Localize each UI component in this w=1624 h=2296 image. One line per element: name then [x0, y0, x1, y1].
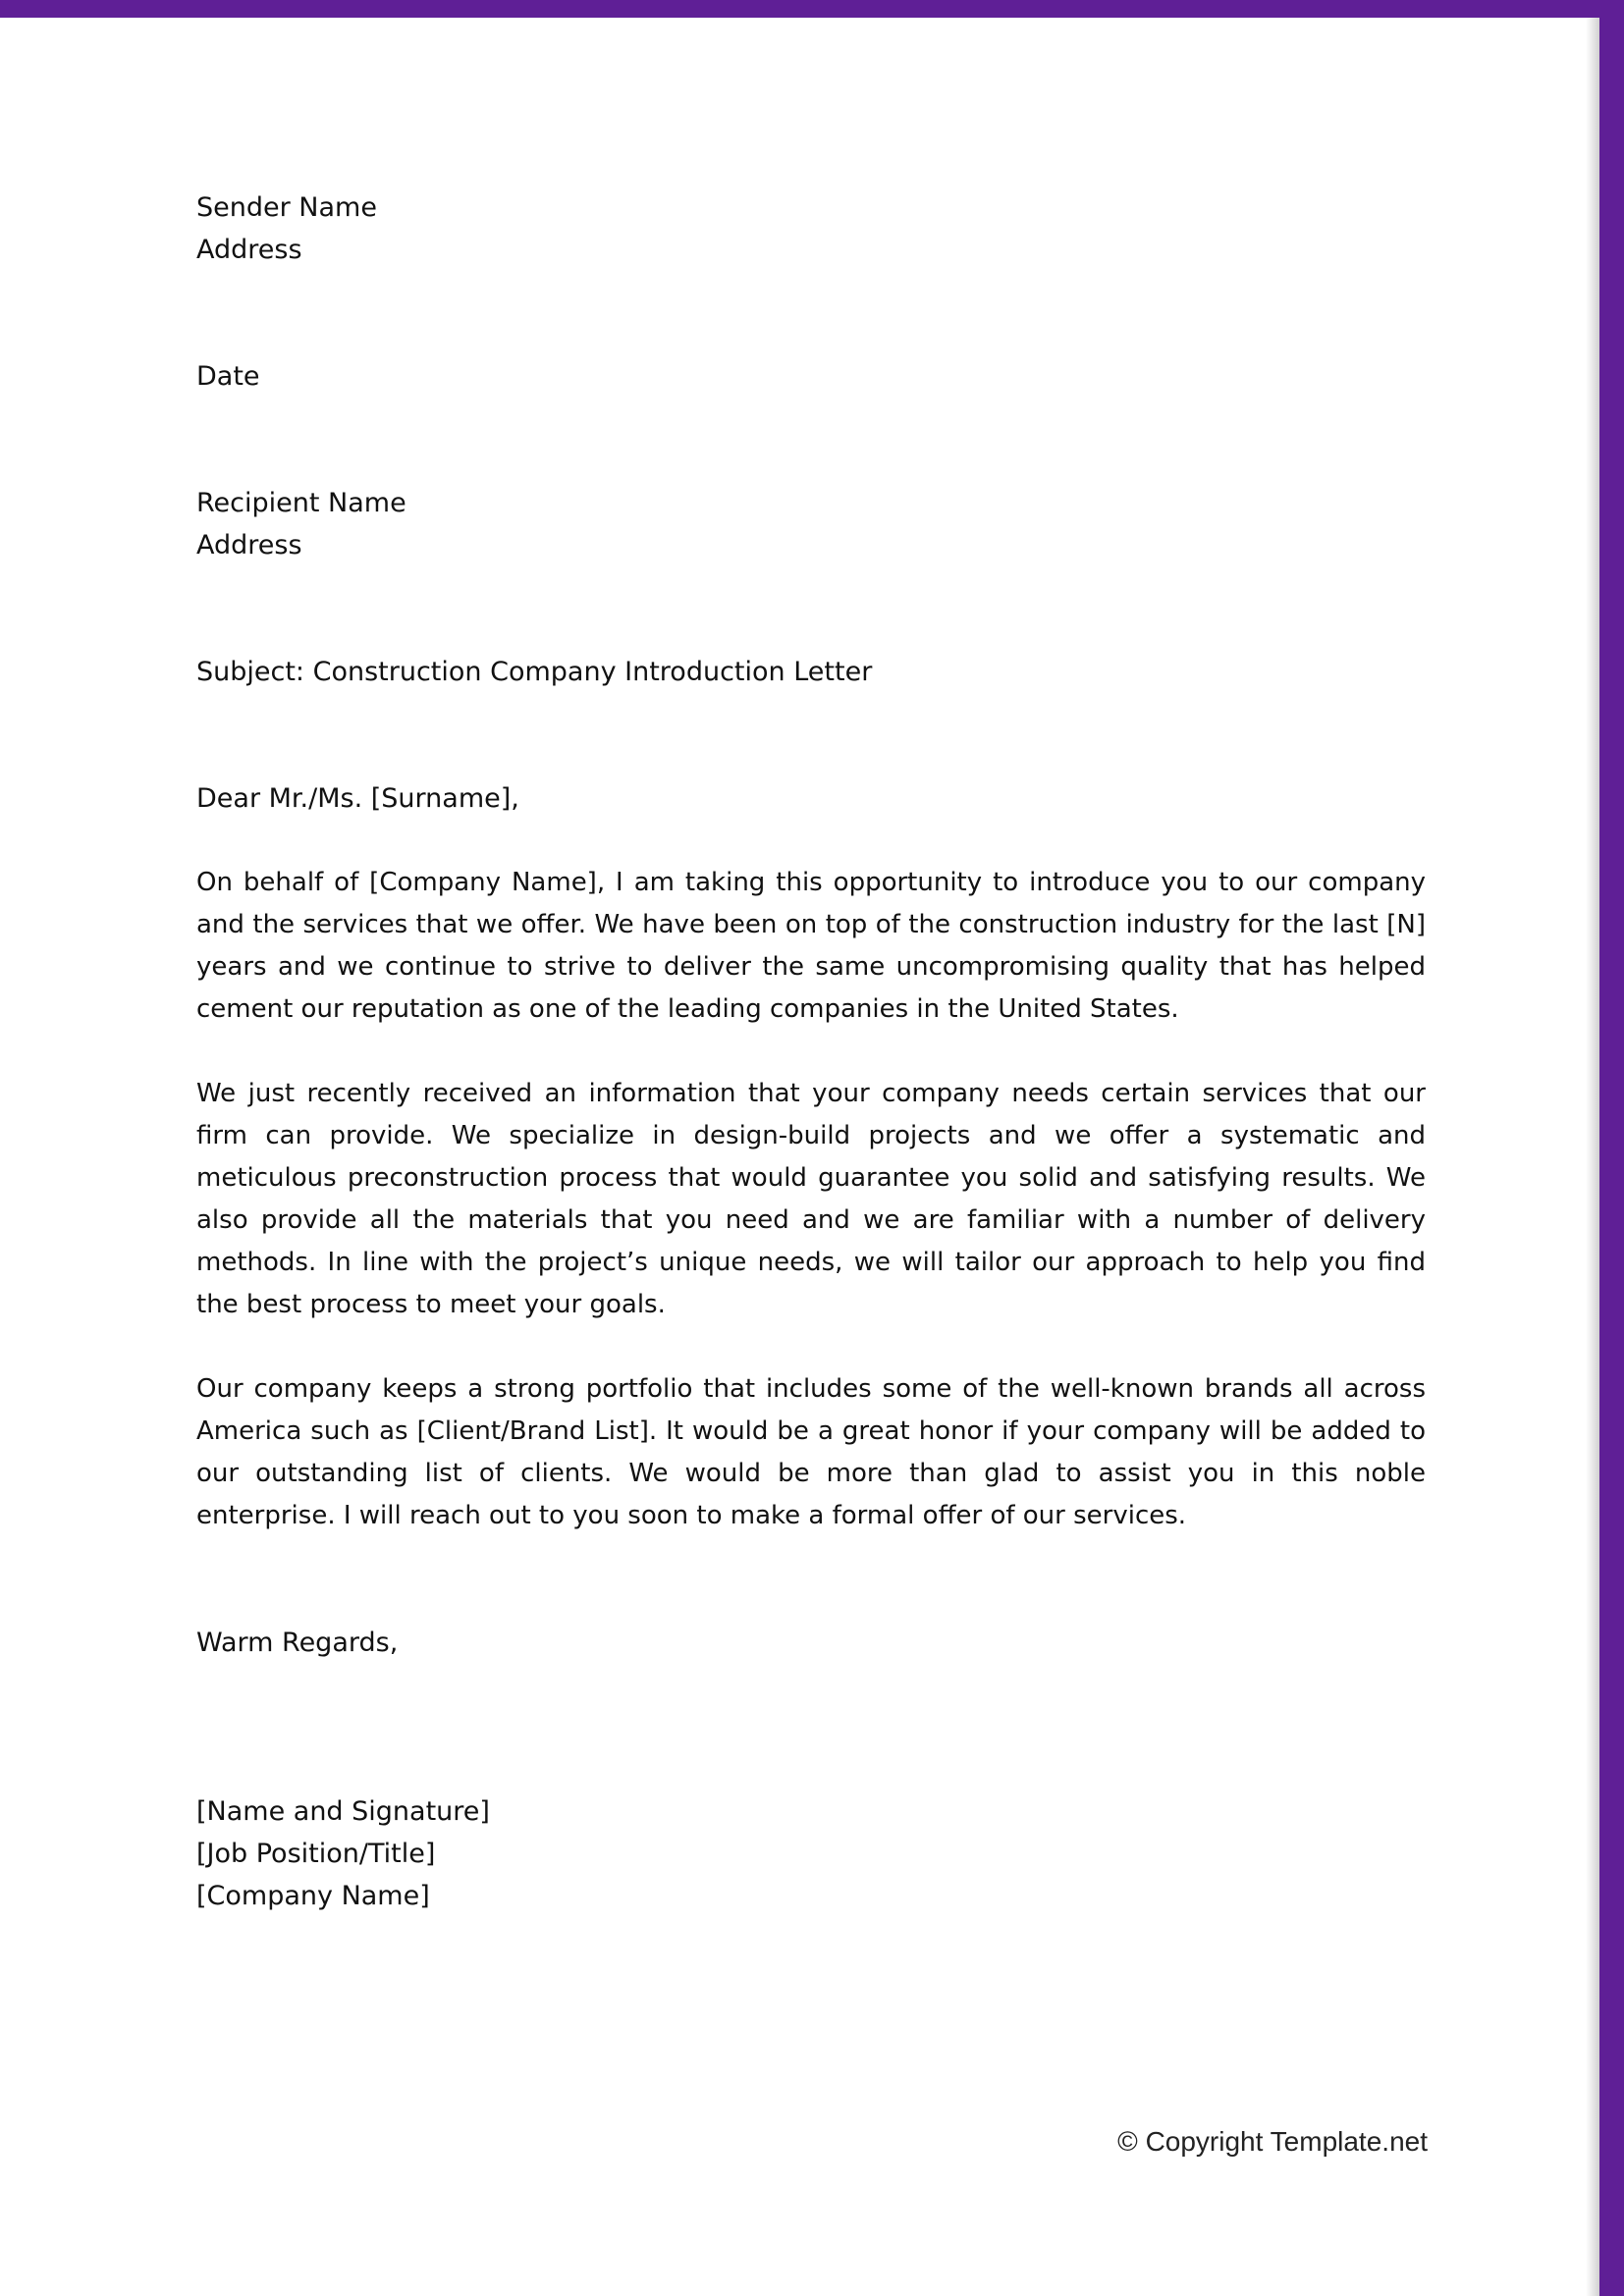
salutation: Dear Mr./Ms. [Surname], — [196, 783, 519, 814]
signature-position: [Job Position/Title] — [196, 1839, 436, 1869]
top-accent-bar — [0, 0, 1624, 18]
page-edge-shadow — [1586, 18, 1599, 2296]
recipient-address: Address — [196, 530, 302, 561]
copyright-notice: © Copyright Template.net — [1117, 2126, 1428, 2157]
letter-date: Date — [196, 361, 260, 392]
signature-company: [Company Name] — [196, 1881, 430, 1911]
sender-name: Sender Name — [196, 192, 377, 223]
body-paragraph-3: Our company keeps a strong portfolio that includes some of the well-known brands all across America such as [Client/Brand List]. It would be a great honor if your company will be added to our outstanding list of clients. We would be more than glad to assist you in this noble enterprise. I will reach out to you soon to make a formal offer of our services. — [196, 1374, 1426, 1530]
letter-subject: Subject: Construction Company Introduction Letter — [196, 657, 873, 687]
sender-address: Address — [196, 235, 302, 265]
body-paragraph-1: On behalf of [Company Name], I am taking this opportunity to introduce you to our company and the services that we offer. We have been on top of the construction industry for the last [N] years and we continue to strive to deliver the same uncompromising quality that has helped cement our reputation as one of the leading companies in the United States. — [196, 868, 1426, 1024]
right-accent-bar — [1599, 0, 1624, 2296]
letter-body — [196, 187, 1426, 1917]
body-paragraph-2: We just recently received an information that your company needs certain services that our firm can provide. We specialize in design-build projects and we offer a systematic and meticulous preconstruction process that would guarantee you solid and satisfying results. We also provide all the materials that you need and we are familiar with a number of delivery methods. In line with the project’s unique needs, we will tailor our approach to help you find the best process to meet your goals. — [196, 1079, 1426, 1319]
recipient-name: Recipient Name — [196, 488, 406, 518]
signature-name: [Name and Signature] — [196, 1796, 490, 1827]
closing: Warm Regards, — [196, 1628, 399, 1658]
